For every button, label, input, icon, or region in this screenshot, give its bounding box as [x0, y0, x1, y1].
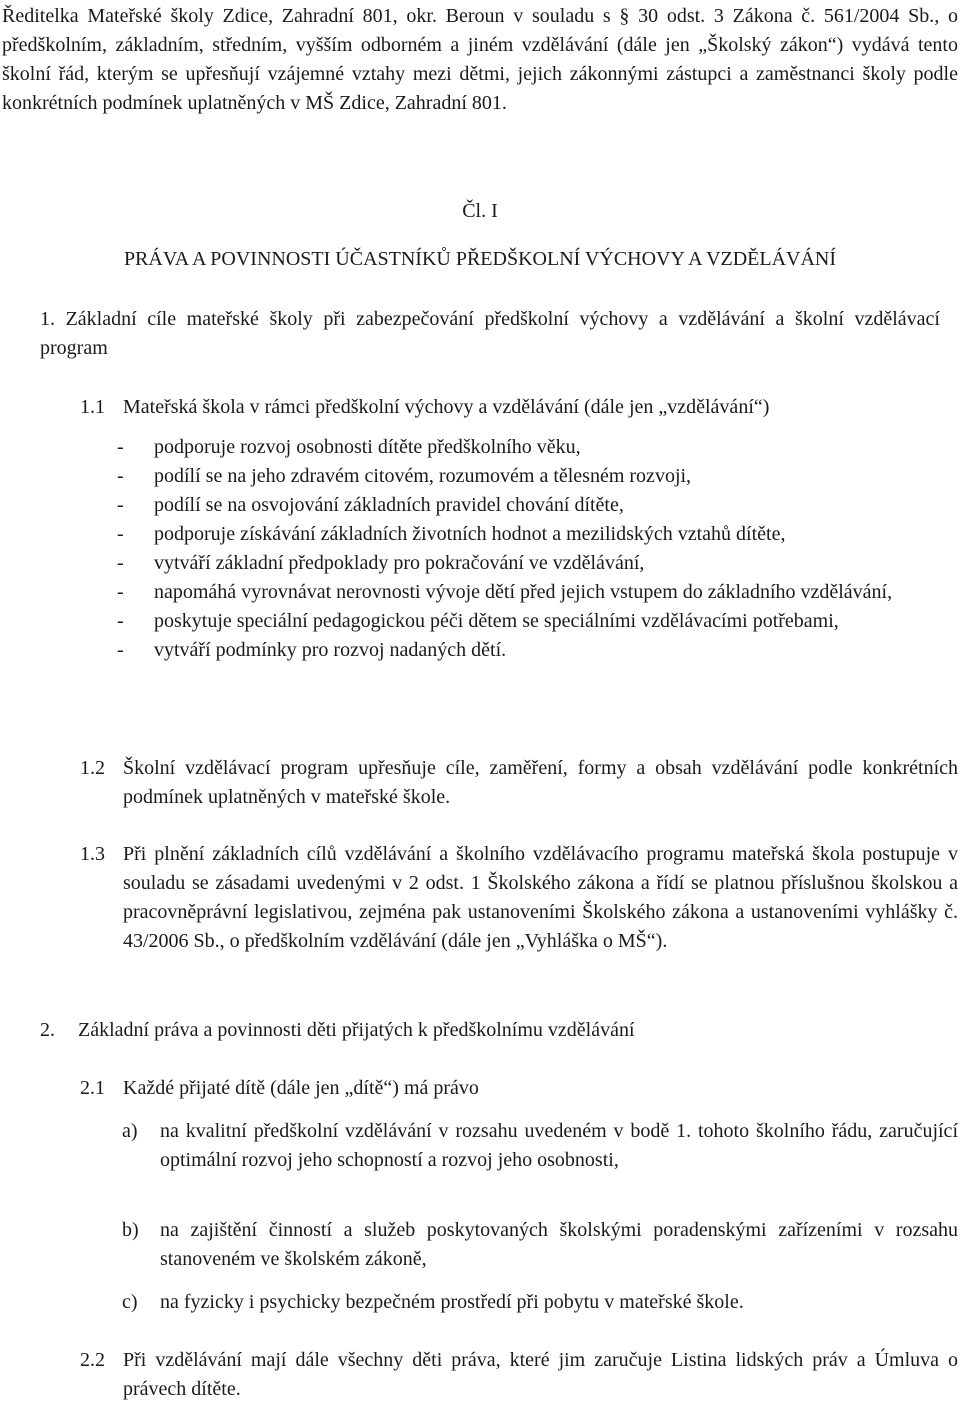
list-item: - vytváří základní předpoklady pro pokračování ve vzdělávání,	[117, 552, 645, 574]
list-item: - podílí se na osvojování základních pravidel chování dítěte,	[117, 494, 624, 516]
section-2-title: Základní práva a povinnosti děti přijatých k předškolnímu vzdělávání	[78, 1019, 635, 1041]
paragraph-number: 2.1	[80, 1077, 105, 1099]
paragraph-text: Při plnění základních cílů vzdělávání a školního vzdělávacího programu mateřská škola postupuje v souladu se zásadami uvedenými v 2 odst. 1 Školského zákona a řídí se platnou příslušnou školskou a pracovněprávní legislativou, zejména pak ustanoveními Školského zákona a ustanoveními vyhlášky č. 43/2006 Sb., o předškolním vzdělávání (dále jen „Vyhláška o MŠ“).	[123, 843, 958, 952]
item-text: na zajištění činností a služeb poskytovaných školskými poradenskými zařízeními v rozsahu stanoveném ve školském zákoně,	[160, 1219, 958, 1270]
list-item: - napomáhá vyrovnávat nerovnosti vývoje dětí před jejich vstupem do základního vzdělávání,	[117, 581, 893, 603]
paragraph-number: 1.3	[80, 843, 105, 865]
item-label: a)	[122, 1120, 138, 1142]
list-item: - vytváří podmínky pro rozvoj nadaných dětí.	[117, 639, 507, 661]
paragraph-text: Každé přijaté dítě (dále jen „dítě“) má právo	[123, 1077, 479, 1099]
paragraph-text: Mateřská škola v rámci předškolní výchovy a vzdělávání (dále jen „vzdělávání“)	[123, 396, 770, 418]
section-1-title: 1. Základní cíle mateřské školy při zabezpečování předškolní výchovy a vzdělávání a školní vzdělávací program	[40, 308, 940, 359]
paragraph-number: 2.2	[80, 1349, 105, 1371]
paragraph-text: Při vzdělávání mají dále všechny děti práva, které jim zaručuje Listina lidských práv a Úmluva o právech dítěte.	[123, 1349, 958, 1400]
item-label: c)	[122, 1291, 138, 1313]
item-text: na kvalitní předškolní vzdělávání v rozsahu uvedeném v bodě 1. tohoto školního řádu, zaručující optimální rozvoj jeho schopností a rozvoj jeho osobnosti,	[160, 1120, 958, 1171]
intro-paragraph	[2, 2, 958, 118]
section-number: 2.	[40, 1019, 55, 1041]
list-item: - podporuje rozvoj osobnosti dítěte předškolního věku,	[117, 436, 581, 458]
paragraph-text: Školní vzdělávací program upřesňuje cíle, zaměření, formy a obsah vzdělávání podle konkrétních podmínek uplatněných v mateřské škole.	[123, 757, 958, 808]
paragraph-number: 1.1	[80, 396, 105, 418]
goals-list	[117, 433, 958, 665]
list-item: - poskytuje speciální pedagogickou péči dětem se speciálními vzdělávacími potřebami,	[117, 610, 839, 632]
article-number: Čl. I	[462, 200, 498, 222]
article-title: PRÁVA A POVINNOSTI ÚČASTNÍKŮ PŘEDŠKOLNÍ VÝCHOVY A VZDĚLÁVÁNÍ	[123, 248, 837, 270]
item-text: na fyzicky i psychicky bezpečném prostředí při pobytu v mateřské škole.	[160, 1291, 744, 1313]
item-label: b)	[122, 1219, 139, 1241]
list-item: - podporuje získávání základních životních hodnot a mezilidských vztahů dítěte,	[117, 523, 786, 545]
paragraph-number: 1.2	[80, 757, 105, 779]
intro-text: Ředitelka Mateřské školy Zdice, Zahradní 801, okr. Beroun v souladu s § 30 odst. 3 Zákona č. 561/2004 Sb., o předškolním, základním, středním, vyšším odborném a jiném vzdělávání (dále jen „Školský zákon“) vydává tento školní řád, kterým se upřesňují vzájemné vztahy mezi dětmi, jejich zákonnými zástupci a zaměstnanci školy podle konkrétních podmínek uplatněných v MŠ Zdice, Zahradní 801.	[2, 5, 958, 114]
list-item: - podílí se na jeho zdravém citovém, rozumovém a tělesném rozvoji,	[117, 465, 692, 487]
